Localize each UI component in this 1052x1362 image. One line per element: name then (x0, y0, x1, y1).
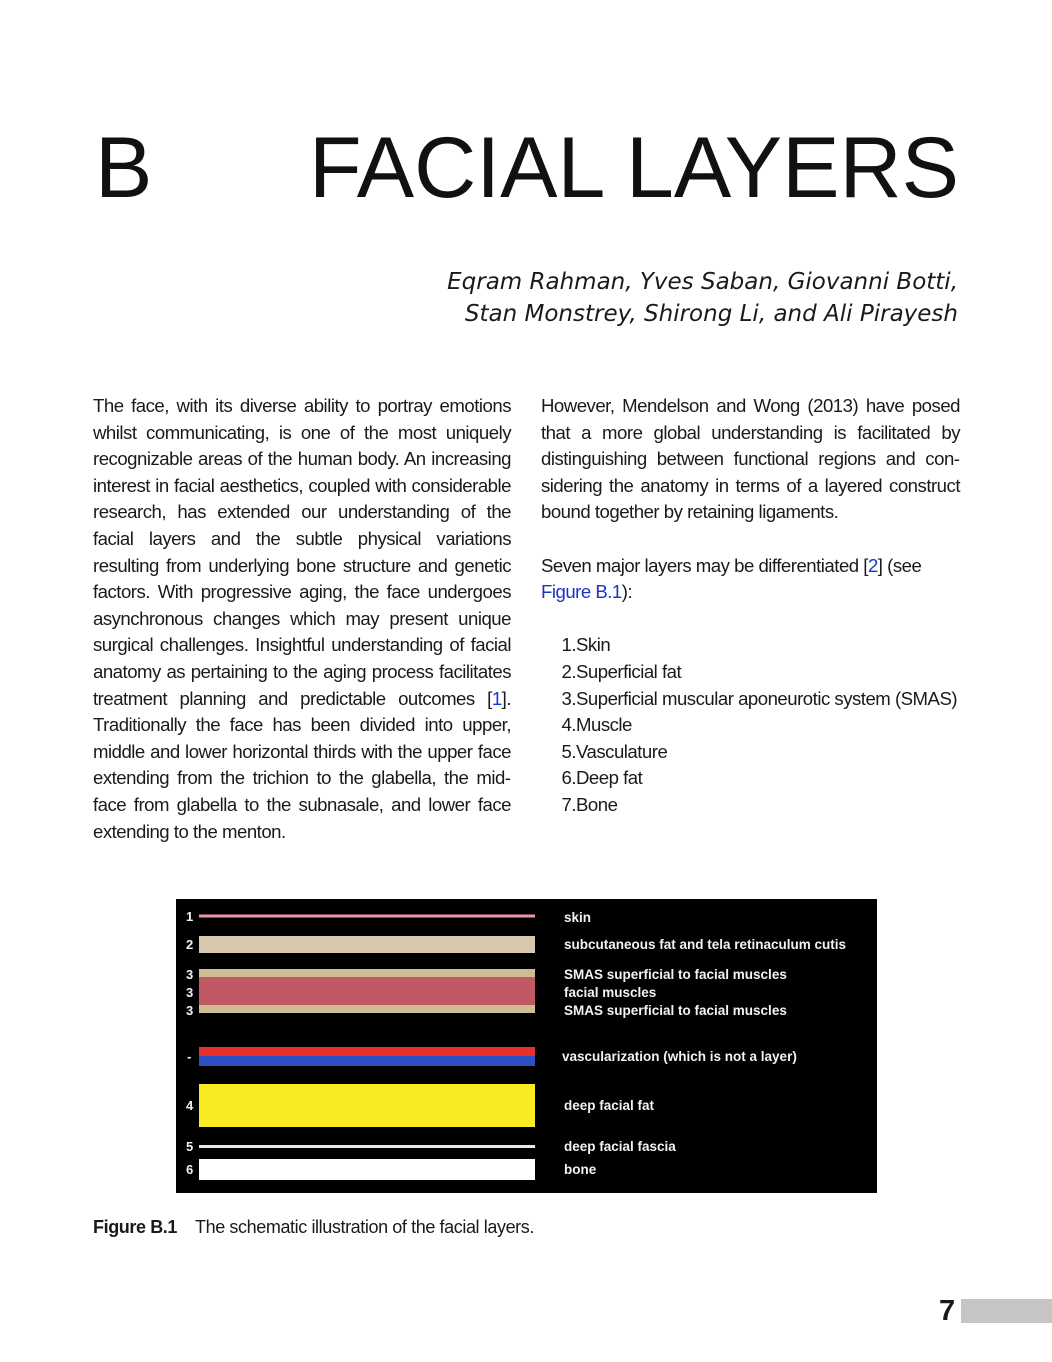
layer-row-smas-lower (186, 1003, 787, 1018)
paragraph-text: Seven major layers may be differentiated [ (541, 554, 868, 576)
list-text: Skin (576, 634, 611, 656)
caption-text: The schematic illustration of the facial layers. (195, 1217, 534, 1237)
chapter-heading (95, 118, 965, 218)
layers-count-paragraph (541, 553, 960, 606)
list-text: Deep fat (576, 767, 643, 789)
list-item (541, 765, 960, 792)
author-list (258, 266, 958, 330)
author-line: Eqram Rahman, Yves Saban, Giovanni Botti, (447, 269, 958, 295)
layer-number: 2 (186, 937, 194, 952)
layer-row-skin (186, 909, 591, 925)
paragraph-text: ] (see (877, 554, 922, 576)
layer-list (541, 632, 960, 818)
layer-band-bone (199, 1159, 535, 1180)
layer-row-deep-facial-fat (186, 1084, 655, 1127)
list-number: 6. (561, 767, 576, 789)
layers-intro-paragraph: However, Mendelson and Wong (2013) have posed that a more global understanding is facilitated by distinguishing between functional regions and considering the anatomy in terms of a layered construct bound together by retaining ligaments. (541, 395, 960, 523)
layer-band-smas-lower (199, 1005, 535, 1013)
list-number: 1. (561, 634, 576, 656)
layer-row-vascularization (187, 1047, 797, 1066)
layer-band-subcutaneous-fat (199, 936, 535, 953)
page-number: 7 (939, 1295, 956, 1327)
layer-number: 3 (186, 967, 194, 982)
list-item (541, 739, 960, 766)
intro-paragraph (93, 393, 511, 845)
layer-number: 3 (186, 1003, 194, 1018)
list-number: 4. (561, 714, 576, 736)
layer-number: 3 (186, 985, 194, 1000)
reference-link-1[interactable]: 1 (491, 687, 502, 709)
right-column (541, 393, 960, 819)
layer-label: bone (564, 1162, 597, 1177)
paragraph-text: ): (621, 581, 633, 603)
author-line: Stan Monstrey, Shirong Li, and Ali Pirayesh (464, 301, 958, 327)
layer-band-facial-muscles (199, 977, 535, 1005)
layer-label: subcutaneous fat and tela retinaculum cutis (564, 937, 847, 952)
vein-band (199, 1056, 535, 1066)
facial-layers-diagram (176, 899, 877, 1193)
layer-number: 6 (186, 1162, 194, 1177)
list-number: 2. (561, 660, 576, 682)
layer-label: skin (564, 910, 592, 925)
list-item (541, 659, 960, 686)
layer-label: deep facial fascia (564, 1139, 676, 1154)
list-number: 5. (561, 740, 576, 762)
layer-band-deep-facial-fascia (199, 1145, 535, 1148)
layer-row-bone (186, 1159, 597, 1180)
layer-number: 5 (186, 1139, 194, 1154)
chapter-title: FACIAL LAYERS (308, 120, 959, 216)
chapter-letter: B (95, 120, 153, 216)
page-number-bar (961, 1299, 1052, 1323)
list-number: 7. (561, 793, 576, 815)
layer-number: 4 (186, 1098, 194, 1113)
layer-label: vascularization (which is not a layer) (562, 1049, 797, 1064)
list-text: Muscle (576, 714, 632, 736)
layer-label: facial muscles (564, 985, 657, 1000)
layer-band-smas-upper (199, 969, 535, 977)
artery-band (199, 1047, 535, 1056)
figure-caption (93, 1214, 534, 1240)
paragraph-text: The face, with its diverse ability to portray emotions whilst communicating, is one of the most uniquely recognizable areas of the human body. An increasing interest in facial aesthetics, coupled with considerable research, has extended our understanding of the facial layers and the subtle physical variations resulting from underlying bone structure and genetic factors. With progressive aging, the face undergoes asynchronous changes which may present unique surgical challenges. Insightful understanding of facial anatomy as pertaining to the aging process facilitates treatment planning and predictable outcomes [ (93, 395, 511, 709)
layer-band-skin (199, 915, 535, 918)
list-item (541, 792, 960, 819)
layer-number: - (187, 1049, 192, 1064)
list-item (541, 632, 960, 659)
facial-layers-figure (176, 899, 877, 1193)
caption-label: Figure B.1 (93, 1217, 178, 1237)
layer-label: SMAS superficial to facial muscles (564, 1003, 787, 1018)
list-text: Bone (576, 793, 618, 815)
list-number: 3. (561, 687, 576, 709)
layer-label: SMAS superficial to facial muscles (564, 967, 787, 982)
list-text: Superficial muscular aponeurotic system (SMAS) (576, 687, 958, 709)
list-item (541, 686, 960, 713)
figure-link[interactable]: Figure B.1 (541, 581, 622, 603)
list-item (541, 712, 960, 739)
list-text: Superficial fat (576, 660, 682, 682)
layer-label: deep facial fat (564, 1098, 655, 1113)
list-text: Vasculature (576, 740, 668, 762)
layer-row-deep-facial-fascia (186, 1139, 676, 1154)
reference-link-2[interactable]: 2 (867, 554, 878, 576)
layer-band-deep-facial-fat (199, 1084, 535, 1127)
left-column (93, 393, 511, 845)
layer-number: 1 (186, 909, 194, 924)
layer-row-subcutaneous-fat (186, 936, 846, 953)
paragraph-text: ]. Traditionally the face has been divided into upper, middle and lower horizontal thirds with the upper face extending from the trichion to the glabella, the midface from glabella to the subnasale, and lower face extending to the menton. (93, 687, 511, 842)
